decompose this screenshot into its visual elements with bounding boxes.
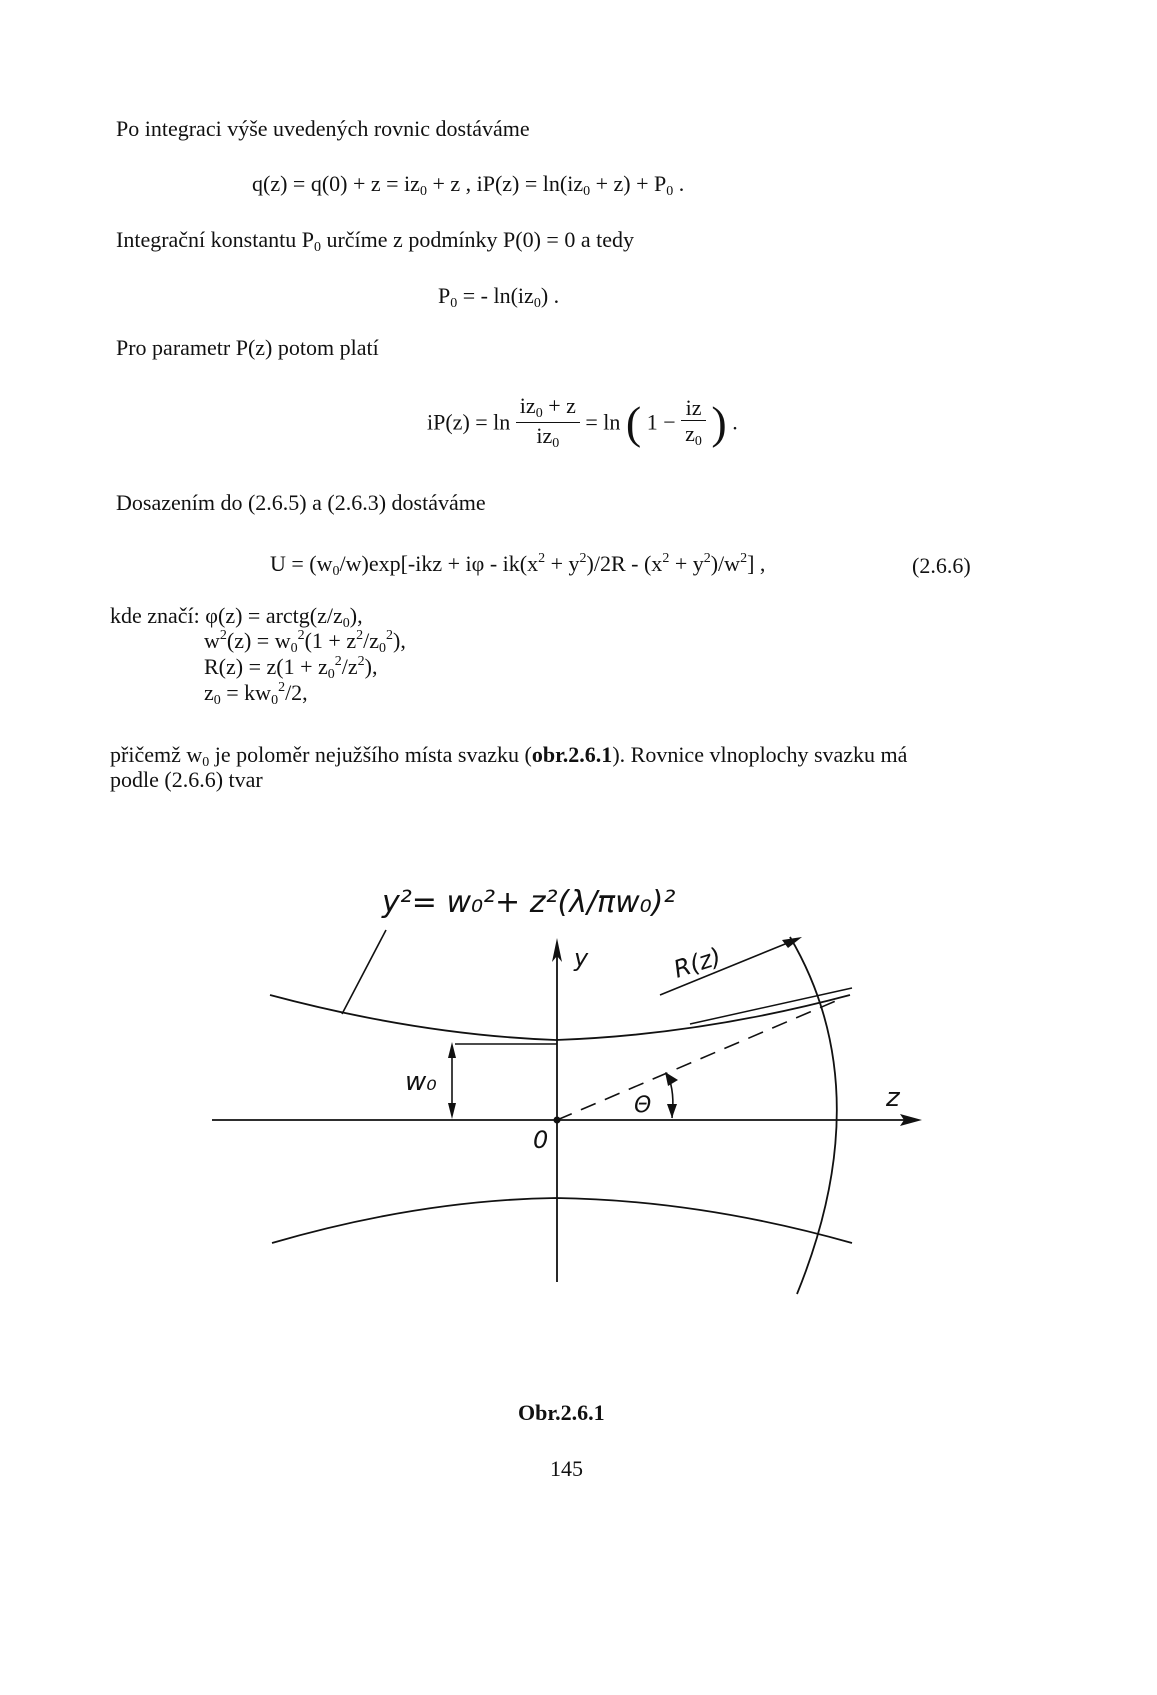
w0-label: w₀: [405, 1067, 437, 1097]
z-axis-label: z: [886, 1083, 900, 1113]
sub-zero: 0: [419, 184, 427, 199]
asymptote-dashed-line: [557, 1000, 838, 1120]
figure-formula: y²= w₀²+ z²(λ/πw₀)²: [382, 885, 676, 920]
beam-upper-envelope: [270, 995, 850, 1040]
definitions-w: $w^2(z) = w_0^2(1 + z^2/z_0^2)$,: [204, 628, 406, 656]
paragraph-line-2: podle (2.6.6) tvar: [110, 767, 263, 792]
sub-zero: 0: [666, 184, 674, 199]
ip-left: iP(z) = ln: [427, 409, 511, 435]
p0-part1: P: [438, 283, 451, 308]
integ-part1: Integrační konstantu P: [116, 227, 314, 252]
formula-leader-line: [342, 930, 386, 1014]
w0-arrow-up-icon: [448, 1042, 456, 1058]
beam-lower-envelope: [272, 1198, 852, 1243]
theta-arrow-down-icon: [667, 1104, 677, 1118]
ip-one-minus: 1 −: [646, 409, 676, 435]
left-paren: (: [625, 397, 642, 448]
right-paren: ): [711, 397, 727, 448]
integ-part2: určíme z podmínky P(0) = 0 a tedy: [320, 227, 634, 252]
eq-q-end: .: [673, 171, 685, 196]
figure-caption: Obr.2.6.1: [518, 1400, 605, 1425]
sub-zero: 0: [583, 184, 591, 199]
equation-u: $U = (w_0/w)\exp$[-ikz + $i\varphi - ik(x^2 + y^2)/2R - (x^2 + y^2)/w^2$] ,: [270, 551, 766, 579]
sub-zero: 0: [450, 296, 458, 311]
figure-reference: obr.2.6.1: [531, 742, 613, 767]
ip-fraction-2-denominator: $z_0$: [685, 421, 702, 450]
ip-fraction-1-denominator: $iz_0$: [536, 423, 560, 452]
ip-end: .: [732, 409, 738, 435]
w0-arrow-down-icon: [448, 1103, 456, 1119]
theta-label: Θ: [634, 1093, 652, 1118]
p0-part3: ) .: [540, 283, 560, 308]
page-number: 145: [550, 1456, 583, 1481]
radius-label: R(z): [670, 942, 725, 984]
definitions-phi: kde značí: $\varphi(z) = arctg(z/z_0)$,: [110, 603, 363, 631]
sub-zero: 0: [533, 296, 541, 311]
eq-q-part2: + z , iP(z) = ln(iz: [426, 171, 584, 196]
substitution-text: Dosazením do (2.6.5) a (2.6.3) dostáváme: [116, 490, 486, 515]
intro-text: Po integraci výše uvedených rovnic dostáváme: [116, 116, 530, 141]
ip-fraction-1-numerator: $iz_0 + z$: [516, 393, 580, 423]
eq-q-part1: q(z) = q(0) + z = iz: [252, 171, 420, 196]
eq-q-part3: + z) + P: [590, 171, 667, 196]
radius-arrow-icon: [782, 937, 802, 948]
beam-upper-asymptote: [690, 988, 852, 1024]
sub-zero: 0: [313, 240, 321, 255]
p0-part2: = - ln(iz: [457, 283, 534, 308]
y-axis-label: y: [574, 944, 589, 972]
origin-label: 0: [533, 1126, 549, 1154]
ip-mid: = ln: [585, 409, 621, 435]
parameter-text: Pro parametr P(z) potom platí: [116, 335, 379, 360]
equation-number: (2.6.6): [912, 553, 971, 578]
wavefront-curve: [790, 937, 837, 1294]
paragraph-line-1: přičemž $w_0$ je poloměr nejužšího místa svazku (obr.2.6.1). Rovnice vlnoplochy svazku má: [110, 742, 908, 770]
definitions-z0: $z_0 = kw_0^2/2$,: [204, 680, 308, 708]
definitions-r: $R(z) = z(1 + z_0^2/z^2)$,: [204, 654, 378, 682]
ip-fraction-2-numerator: iz: [681, 395, 706, 421]
